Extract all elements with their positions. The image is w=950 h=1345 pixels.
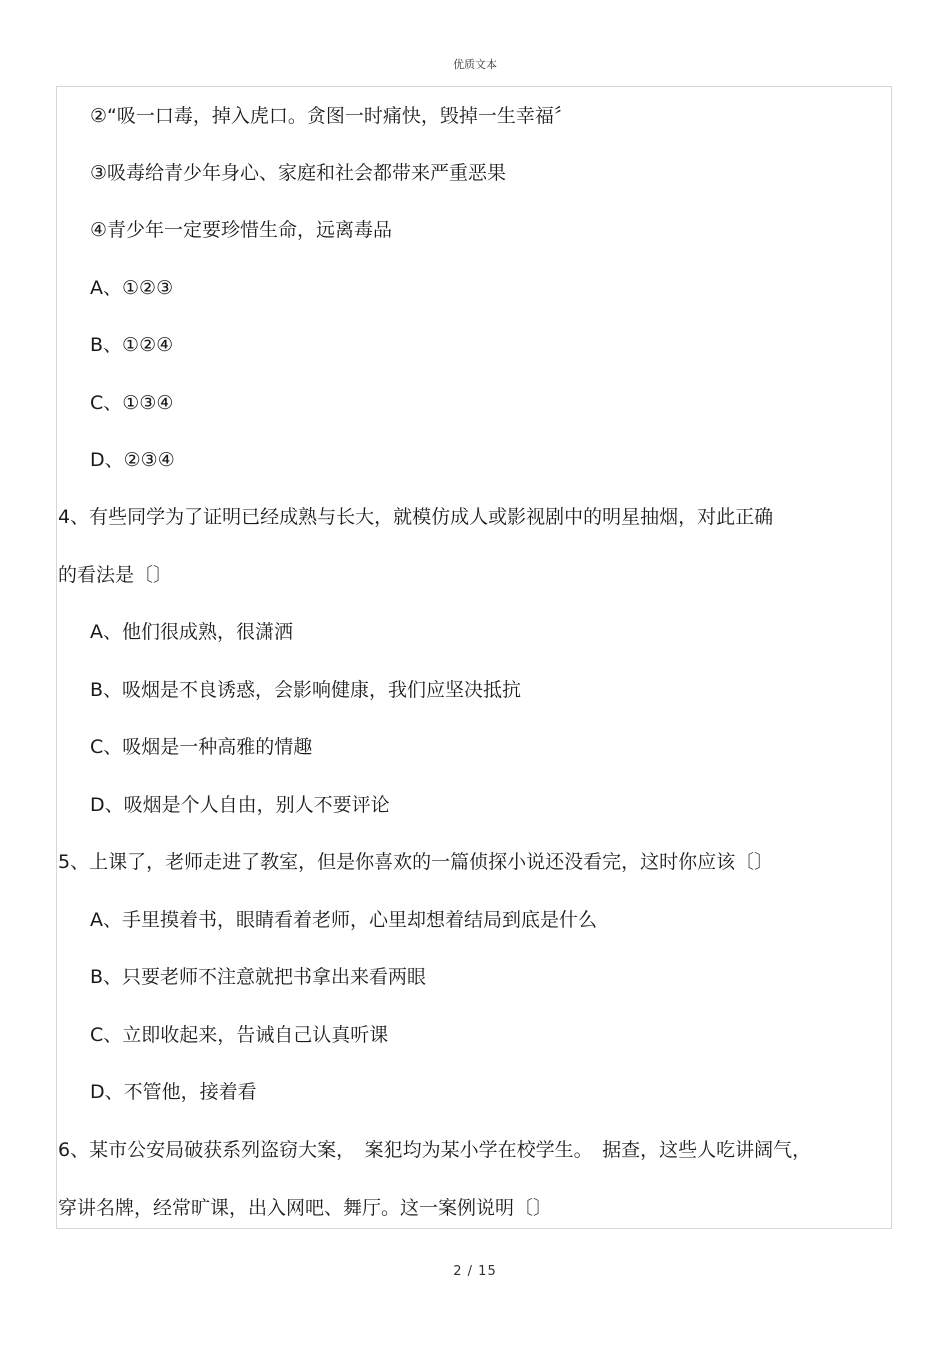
question-6-continued: 穿讲名牌，经常旷课，出入网吧、舞厅。这一案例说明〔〕 xyxy=(58,1197,553,1219)
q4-option-c: C、吸烟是一种高雅的情趣 xyxy=(90,736,313,758)
q4-option-d: D、吸烟是个人自由，别人不要评论 xyxy=(90,794,390,816)
q5-option-b: B、只要老师不注意就把书拿出来看两眼 xyxy=(90,966,427,988)
q4-option-b: B、吸烟是不良诱惑，会影响健康，我们应坚决抵抗 xyxy=(90,679,522,701)
option-d: D、②③④ xyxy=(90,449,175,471)
page-header: 优质文本 xyxy=(453,58,497,71)
question-4-continued: 的看法是〔〕 xyxy=(58,564,173,586)
question-6: 6、某市公安局破获系列盗窃大案， 案犯均为某小学在校学生。 据查，这些人吃讲阔气， xyxy=(58,1139,812,1161)
q5-option-c: C、立即收起来，告诫自己认真听课 xyxy=(90,1024,389,1046)
text-line-2: ③吸毒给青少年身心、家庭和社会都带来严重恶果 xyxy=(90,162,507,184)
question-5: 5、上课了，老师走进了教室，但是你喜欢的一篇侦探小说还没看完，这时你应该〔〕 xyxy=(58,851,774,873)
q5-option-d: D、不管他，接着看 xyxy=(90,1081,257,1103)
text-line-1: ②“吸一口毒，掉入虎口。贪图一时痛快，毁掉一生幸福〞 xyxy=(90,105,573,127)
text-line-3: ④青少年一定要珍惜生命，远离毒品 xyxy=(90,219,393,241)
question-4: 4、有些同学为了证明已经成熟与长大，就模仿成人或影视剧中的明星抽烟，对此正确 xyxy=(58,506,774,528)
option-b: B、①②④ xyxy=(90,334,174,356)
option-a: A、①②③ xyxy=(90,277,174,299)
option-c: C、①③④ xyxy=(90,392,174,414)
page-border xyxy=(56,86,892,1229)
q4-option-a: A、他们很成熟，很潇洒 xyxy=(90,621,293,643)
q5-option-a: A、手里摸着书，眼睛看着老师，心里却想着结局到底是什么 xyxy=(90,909,597,931)
page-number: 2 / 15 xyxy=(453,1264,497,1279)
